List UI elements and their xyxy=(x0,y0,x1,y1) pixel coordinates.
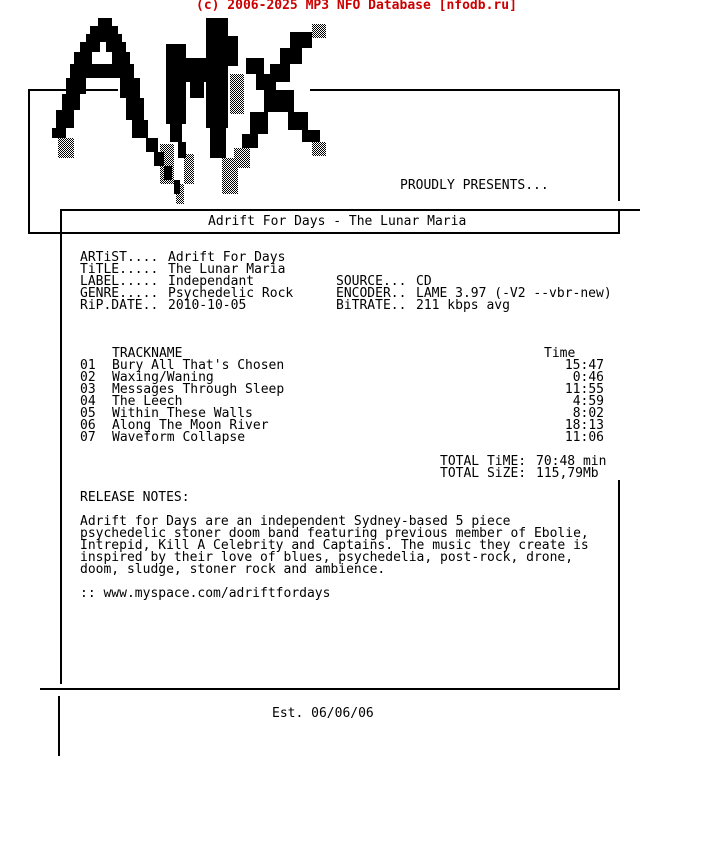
track-name: Waxing/Waning xyxy=(112,370,214,385)
total-time-label: TOTAL TiME: xyxy=(440,454,527,469)
established-date: Est. 06/06/06 xyxy=(272,706,374,721)
track-time: 11:06 xyxy=(564,430,604,445)
intro-box-right xyxy=(618,89,620,201)
field-encoder-value: LAME 3.97 (-V2 --vbr-new) xyxy=(416,286,612,301)
field-source-value: CD xyxy=(416,274,432,289)
track-name: Within These Walls xyxy=(112,406,253,421)
track-number: 05 xyxy=(80,406,96,421)
field-title-value: The Lunar Maria xyxy=(168,262,286,277)
track-name: Waveform Collapse xyxy=(112,430,246,445)
field-bitrate-key: BiTRATE.. xyxy=(336,298,407,313)
track-time: 15:47 xyxy=(564,358,604,373)
release-notes-line: Intrepid, Kill A Celebrity and Captains. The music they create is xyxy=(80,538,589,553)
release-notes-line: Adrift for Days are an independent Sydney-based 5 piece xyxy=(80,514,511,529)
field-genre-key: GENRE..... xyxy=(80,286,159,301)
main-box-left xyxy=(60,209,62,684)
track-number: 01 xyxy=(80,358,96,373)
logo-letter-x xyxy=(242,32,320,148)
main-box-right-bottom xyxy=(618,480,620,690)
track-number: 02 xyxy=(80,370,96,385)
field-ripdate-value: 2010-10-05 xyxy=(168,298,247,313)
track-number: 04 xyxy=(80,394,96,409)
track-time: 4:59 xyxy=(572,394,604,409)
release-notes-line: doom, sludge, stoner rock and ambience. xyxy=(80,562,386,577)
main-box-bottom xyxy=(40,688,620,690)
track-name: Messages Through Sleep xyxy=(112,382,285,397)
intro-box-top-left xyxy=(28,89,118,91)
track-number: 06 xyxy=(80,418,96,433)
release-notes-line: inspired by their love of blues, psychedelia, post-rock, drone, xyxy=(80,550,574,565)
track-number: 07 xyxy=(80,430,96,445)
track-time: 8:02 xyxy=(572,406,604,421)
main-box-top xyxy=(60,209,640,211)
tracklist-col-name: TRACKNAME xyxy=(112,346,183,361)
tracklist-col-time: Time xyxy=(544,346,576,361)
footer-box-left xyxy=(58,696,60,756)
field-ripdate-key: RiP.DATE.. xyxy=(80,298,159,313)
total-size-label: TOTAL SiZE: xyxy=(440,466,527,481)
intro-box-left xyxy=(28,89,30,234)
track-time: 18:13 xyxy=(564,418,604,433)
release-title: Adrift For Days - The Lunar Maria xyxy=(208,214,467,229)
field-label-key: LABEL..... xyxy=(80,274,159,289)
release-notes-heading: RELEASE NOTES: xyxy=(80,490,190,505)
intro-box-top-right xyxy=(310,89,620,91)
proudly-presents: PROUDLY PRESENTS... xyxy=(400,178,549,193)
myspace-link[interactable]: :: www.myspace.com/adriftfordays xyxy=(80,586,331,601)
nfodb-credit: (c) 2006-2025 MP3 NFO Database [nfodb.ru] xyxy=(196,0,517,13)
amx-logo-icon xyxy=(50,14,340,206)
track-time: 0:46 xyxy=(572,370,604,385)
main-box-right-top xyxy=(618,209,620,234)
field-title-key: TiTLE..... xyxy=(80,262,159,277)
intro-box-bottom xyxy=(28,232,60,234)
field-bitrate-value: 211 kbps avg xyxy=(416,298,510,313)
total-time-value: 70:48 min xyxy=(536,454,607,469)
track-number: 03 xyxy=(80,382,96,397)
track-time: 11:55 xyxy=(564,382,604,397)
total-size-value: 115,79Mb xyxy=(536,466,599,481)
field-label-value: Independant xyxy=(168,274,255,289)
track-name: Along The Moon River xyxy=(112,418,269,433)
title-underline xyxy=(60,232,620,234)
logo-letter-m xyxy=(166,18,238,158)
field-artist-key: ARTiST.... xyxy=(80,250,159,265)
track-name: The Leech xyxy=(112,394,183,409)
field-artist-value: Adrift For Days xyxy=(168,250,286,265)
field-encoder-key: ENCODER.. xyxy=(336,286,407,301)
release-notes-line: psychedelic stoner doom band featuring previous member of Ebolie, xyxy=(80,526,589,541)
track-name: Bury All That's Chosen xyxy=(112,358,285,373)
field-source-key: SOURCE... xyxy=(336,274,407,289)
field-genre-value: Psychedelic Rock xyxy=(168,286,294,301)
